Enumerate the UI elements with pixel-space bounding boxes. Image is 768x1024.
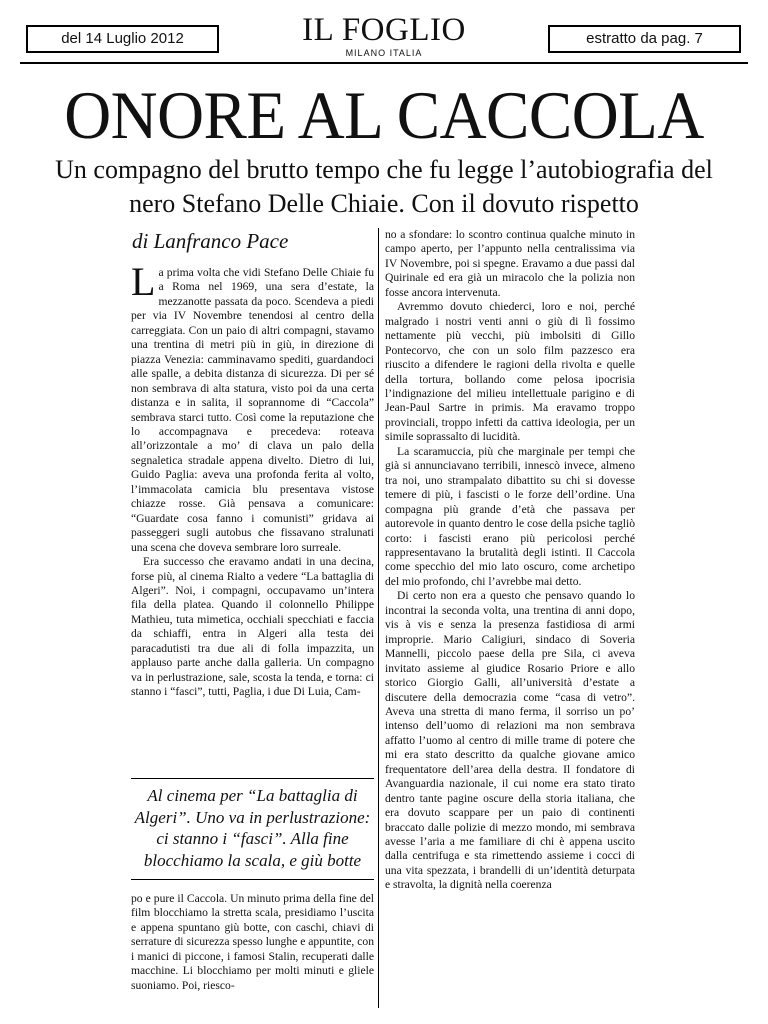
header-divider — [20, 62, 748, 64]
paragraph-text: a prima volta che vidi Stefano Delle Chiaie fu a Roma nel 1969, una sera d’estate, la mezzanotte passata da poco. Scendeva a piedi per via IV Novembre tenendosi al centro della carreggiata. Con un paio di altri compagni, stavamo una trentina di metri più in giù, in direzione di piazza Venezia: camminavamo spediti, guardandoci alle spalle, a debita distanza di sicurezza. Di per sé non sembrava di alta statura, visto poi da una certa distanza e in salita, il soprannome di “Caccola” sembrava starci tutto. Così come la reputazione che lo accompagnava e precedeva: roteava all’orizzontale a mo’ di clava un palo della segnaletica stradale appena divelto. Dietro di lui, Guido Paglia: aveva una profonda ferita al volto, l’immacolata camicia blu presentava vistose chiazze rosse. Già pensava a comunicare: “Guardate cosa fanno i comunisti” gridava ai passeggeri sugli autobus che fissavano stralunati una scena che doveva sembrare loro surreale. — [131, 266, 374, 554]
paragraph: Era successo che eravamo andati in una decina, forse più, al cinema Rialto a vedere “La battaglia di Algeri”. Noi, i compagni, occupavamo un’intera fila della platea. Quando il colonnello Philippe Mathieu, tuta mimetica, occhiali specchiati e faccia da schiaffi, entra in Algeri alla testa dei paracadutisti tra due ali di folla impazzita, un applauso parte anche dalla galleria. Un compagno va in perlustrazione, sale, scosta la tenda, e torna: ci stanno i “fasci”, tutti, Paglia, i due Di Luia, Cam- — [131, 555, 374, 699]
date-label: del 14 Luglio 2012 — [61, 30, 184, 47]
column-divider — [378, 228, 379, 1008]
paragraph: no a sfondare: lo scontro continua qualche minuto in campo aperto, per l’appunto nella centralissima via IV Novembre, poi si spegne. Eravamo a due passi dal Quirinale ed era già un miracolo che la polizia non fosse ancora intervenuta. — [385, 228, 635, 299]
masthead-title: IL FOGLIO — [302, 12, 466, 48]
page-reference-label: estratto da pag. 7 — [586, 30, 703, 47]
paragraph: Avremmo dovuto chiederci, loro e noi, perché malgrado i nostri venti anni o giù di lì fossimo nettamente più vecchi, più imbolsiti di Gillo Pontecorvo, che con un solo film pazzesco era riuscito a difendere le ragioni della rivolta e quelle della tortura, bollando come pelosa ipocrisia l’indignazione del milieu intellettuale parigino e di Jean-Paul Sartre in primis. Ma eravamo troppo provinciali, troppo infetti da cattiva ideologia, per un simile soprassalto di lucidità. — [385, 300, 635, 444]
paragraph: po e pure il Caccola. Un minuto prima della fine del film blocchiamo la stretta scala, presidiamo l’uscita e appena spuntano giù botte, con caschi, chiavi di serrature di sicurezza spesso lunghe e appuntite, con i manici di piccone, i famosi Stalin, recuperati dalle macchine. Li blocchiamo per molti minuti e gliele suoniamo. Poi, riesco- — [131, 892, 374, 992]
paragraph: Di certo non era a questo che pensavo quando lo incontrai la seconda volta, una trentina di anni dopo, vis à vis e senza la presenza fastidiosa di armi improprie. Mario Caligiuri, sindaco di Soveria Mannelli, piccolo paese della pre Sila, ci aveva invitato assieme al giudice Rosario Priore e allo storico Giorgio Galli, all’università d’estate a discutere della democrazia come “casa di vetro”. Aveva una stretta di mano ferma, il sorriso un po’ intenso dell’uomo di relazioni ma non sembrava affatto l’uomo al centro di mille trame di potere che mi era stato descritto da qualche giovane amico frequentatore dell’area della destra. Il fondatore di Avanguardia nazionale, il cui nome era stato tirato dentro tante pagine oscure della storia italiana, che era dovuto scappare per un paio di continenti braccato dalle polizie di mezzo mondo, mi sembrava avesse l’aria a me familiare di chi è appena uscito dalla centrifuga e sta rimettendo assieme i cocci di una vita spezzata, i brandelli di un’identità deturpata e stravolta, la dignità nella coerenza — [385, 589, 635, 892]
article-subheadline: Un compagno del brutto tempo che fu legge l’autobiografia del nero Stefano Delle Chiaie. Con il dovuto rispetto — [55, 155, 713, 218]
column-1-continued — [131, 892, 374, 993]
article-headline: ONORE AL CACCOLA — [64, 78, 704, 154]
masthead-city: MILANO ITALIA — [345, 48, 423, 58]
column-1 — [131, 259, 374, 700]
article-byline: di Lanfranco Pace — [132, 229, 289, 253]
drop-cap: L — [131, 259, 156, 304]
paragraph: La scaramuccia, più che marginale per tempi che già si annunciavano terribili, innescò invece, almeno tra noi, uno strampalato dibattito su chi si dovesse temere di più, i fascisti o le forze dell’ordine. Una compagna più grande d’età che passava per autorevole in quanto dentro le cose della psiche tagliò corto: i fascisti erano più pericolosi perché rappresentavano la brutalità degli istinti. Il Caccola come specchio del mio lato oscuro, come archetipo del mio profondo, chi l’avrebbe mai detto. — [385, 444, 635, 588]
pull-quote: Al cinema per “La battaglia di Algeri”. Uno va in perlustrazione: ci stanno i “fasci”. Alla fine blocchiamo la scala, e giù botte — [131, 778, 374, 880]
column-2 — [385, 228, 635, 893]
page-reference-box — [548, 25, 741, 53]
paragraph — [131, 259, 374, 555]
